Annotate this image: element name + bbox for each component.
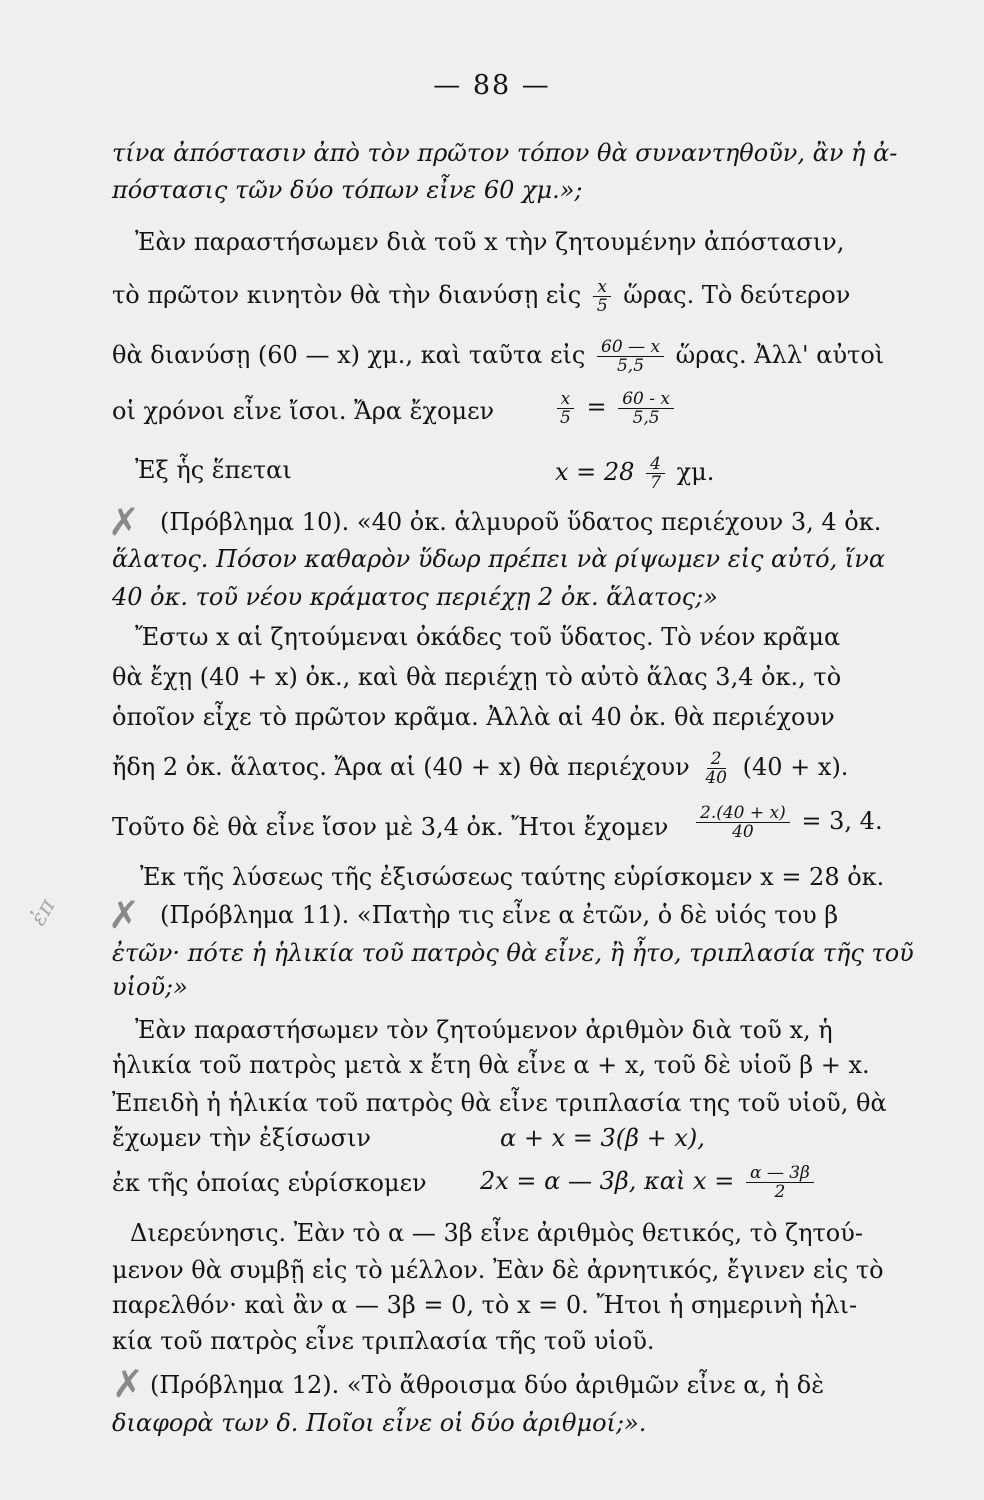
text-line: ἡλικία τοῦ πατρὸς μετὰ x ἔτη θὰ εἶνε α + x, τοῦ δὲ υἱοῦ β + x. <box>112 1051 870 1079</box>
fraction-denominator: 5 <box>596 296 608 316</box>
text-line: Ἐκ τῆς λύσεως τῆς ἐξισώσεως ταύτης εὑρίσκομεν x = 28 ὀκ. <box>140 863 885 891</box>
text-line: κία τοῦ πατρὸς εἶνε τριπλασία τῆς τοῦ υἱοῦ. <box>112 1327 655 1355</box>
fraction-numerator: 4 <box>646 455 665 474</box>
text-line: υἱοῦ;» <box>112 973 188 1001</box>
text-line: ἐτῶν· πότε ἡ ἡλικία τοῦ πατρὸς θὰ εἶνε, ἢ ἦτο, τριπλασία τῆς τοῦ <box>112 939 914 967</box>
text-line: 40 ὀκ. τοῦ νέου κράματος περιέχῃ 2 ὀκ. ἅλατος;» <box>112 583 718 611</box>
fraction-denominator: 5,5 <box>616 356 645 376</box>
text-segment: Τοῦτο δὲ θὰ εἶνε ἴσον μὲ 3,4 ὀκ. Ἤτοι ἔχομεν <box>112 813 669 841</box>
text-line: θὰ ἔχῃ (40 + x) ὀκ., καὶ θὰ περιέχῃ τὸ αὐτὸ ἅλας 3,4 ὀκ., τὸ <box>112 663 842 691</box>
text-line <box>112 389 922 428</box>
page-number: — 88 — <box>433 70 551 101</box>
equation-text: 2x = α — 3β, καὶ x = <box>480 1167 735 1195</box>
fraction <box>746 1164 814 1201</box>
fraction-numerator: 60 - x <box>618 390 674 409</box>
text-line <box>112 803 922 842</box>
text-line <box>112 750 922 787</box>
text-segment: ἐκ τῆς ὁποίας εὑρίσκομεν <box>112 1169 427 1197</box>
text-segment: οἱ χρόνοι εἶνε ἴσοι. Ἄρα ἔχομεν <box>112 397 495 425</box>
text-line: (Πρόβλημα 10). «40 ὀκ. ἁλμυροῦ ὕδατος περιέχουν 3, 4 ὀκ. <box>160 508 882 536</box>
text-line <box>112 338 922 375</box>
fraction-denominator: 7 <box>650 473 661 493</box>
pencil-cross-mark: ✗ <box>112 1362 144 1406</box>
text-segment: (40 + x). <box>742 753 849 781</box>
fraction <box>701 750 731 787</box>
text-line: (Πρόβλημα 11). «Πατὴρ τις εἶνε α ἐτῶν, ὁ δὲ υἱός του β <box>160 901 839 929</box>
text-segment: ἤδη 2 ὀκ. ἅλατος. Ἄρα αἱ (40 + x) θὰ περιέχουν <box>112 753 690 781</box>
text-line: (Πρόβλημα 12). «Τὸ ἄθροισμα δύο ἀριθμῶν εἶνε α, ἡ δὲ <box>150 1371 825 1399</box>
pencil-scribble: ἐπ <box>25 894 61 931</box>
fraction-numerator: α — 3β <box>746 1164 814 1183</box>
text-segment: ὥρας. Ἀλλ' αὐτοὶ <box>675 341 885 369</box>
text-line <box>112 1123 922 1153</box>
equation <box>480 1164 818 1201</box>
text-segment: χμ. <box>676 458 715 486</box>
text-line: ἅλατος. Πόσον καθαρὸν ὕδωρ πρέπει νὰ ρίψωμεν εἰς αὐτό, ἵνα <box>112 545 886 573</box>
fraction <box>597 338 664 375</box>
fraction <box>618 390 674 427</box>
fraction-numerator: 2 <box>707 750 726 769</box>
fraction-numerator: 60 — x <box>597 338 664 357</box>
text-line: ὁποῖον εἶχε τὸ πρῶτον κρᾶμα. Ἀλλὰ αἱ 40 ὀκ. θὰ περιέχουν <box>112 703 835 731</box>
text-line: Διερεύνησις. Ἐὰν τὸ α — 3β εἶνε ἀριθμὸς θετικός, τὸ ζητού- <box>130 1219 863 1247</box>
text-line <box>135 454 945 493</box>
fraction <box>556 390 575 427</box>
text-line: μενον θὰ συμβῇ εἰς τὸ μέλλον. Ἐὰν δὲ ἀρνητικός, ἔγινεν εἰς τὸ <box>112 1256 884 1284</box>
equation-text: x = 28 <box>555 458 635 486</box>
fraction <box>646 455 665 492</box>
pencil-cross-mark: ✗ <box>108 500 140 544</box>
text-line: Ἔστω x αἱ ζητούμεναι ὀκάδες τοῦ ὕδατος. Τὸ νέον κρᾶμα <box>135 623 841 651</box>
equation <box>555 455 714 492</box>
fraction <box>593 278 612 315</box>
text-segment: ὥρας. Τὸ δεύτερον <box>623 281 851 309</box>
text-segment: τὸ πρῶτον κινητὸν θὰ τὴν διανύσῃ εἰς <box>112 281 582 309</box>
fraction-numerator: 2.(40 + x) <box>696 804 790 823</box>
text-line: Ἐὰν παραστήσωμεν τὸν ζητούμενον ἀριθμὸν διὰ τοῦ x, ἡ <box>135 1016 833 1044</box>
fraction-denominator: 40 <box>732 822 754 842</box>
text-line <box>112 1163 922 1202</box>
fraction-numerator: x <box>593 278 611 297</box>
text-line: Ἐπειδὴ ἡ ἡλικία τοῦ πατρὸς θὰ εἶνε τριπλασία της τοῦ υἱοῦ, θὰ <box>112 1089 887 1117</box>
text-line: παρελθόν· καὶ ἂν α — 3β = 0, τὸ x = 0. Ἤτοι ἡ σημερινὴ ἡλι- <box>112 1291 858 1319</box>
text-segment: = 3, 4. <box>801 807 883 835</box>
equation: α + x = 3(β + x), <box>500 1124 705 1152</box>
text-line <box>112 278 922 315</box>
equals-sign: = <box>586 393 607 421</box>
fraction <box>696 804 790 841</box>
text-line: τίνα ἀπόστασιν ἀπὸ τὸν πρῶτον τόπον θὰ συναντηθοῦν, ἂν ἡ ἀ- <box>112 139 898 167</box>
equation <box>552 390 678 427</box>
fraction-denominator: 5 <box>560 408 571 428</box>
fraction-denominator: 40 <box>705 768 727 788</box>
pencil-cross-mark: ✗ <box>108 893 140 937</box>
text-segment: θὰ διανύσῃ (60 — x) χμ., καὶ ταῦτα εἰς <box>112 341 586 369</box>
text-line: διαφορὰ των δ. Ποῖοι εἶνε οἱ δύο ἀριθμοί;». <box>112 1409 647 1437</box>
text-segment: Ἐξ ἧς ἕπεται <box>135 456 292 484</box>
text-segment: ἔχωμεν τὴν ἐξίσωσιν <box>112 1124 371 1152</box>
fraction-numerator: x <box>557 390 575 409</box>
fraction-denominator: 5,5 <box>632 408 660 428</box>
fraction-denominator: 2 <box>774 1182 786 1202</box>
text-line: πόστασις τῶν δύο τόπων εἶνε 60 χμ.»; <box>112 176 583 204</box>
text-line: Ἐὰν παραστήσωμεν διὰ τοῦ x τὴν ζητουμένην ἀπόστασιν, <box>135 228 845 256</box>
equation <box>692 804 883 841</box>
